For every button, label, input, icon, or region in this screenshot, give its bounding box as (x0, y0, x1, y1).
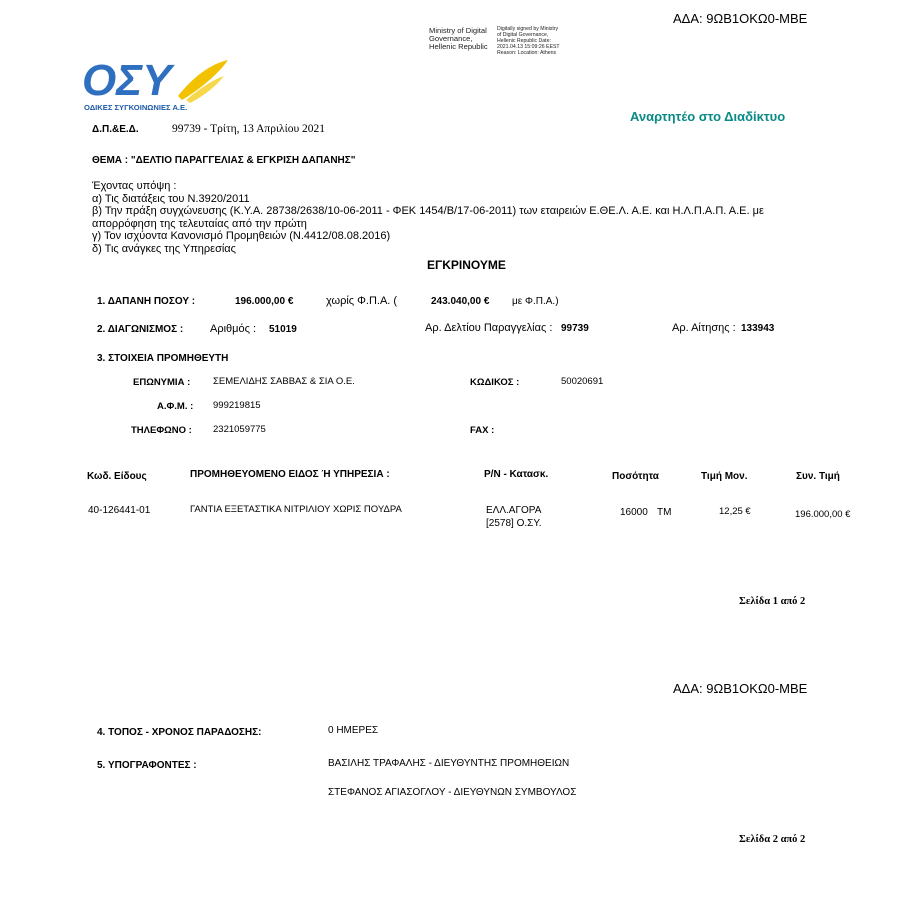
tender-label: 2. ΔΙΑΓΩΝΙΣΜΟΣ : (97, 324, 184, 335)
digital-signature-details: Digitally signed by Ministry of Digital Governance, Hellenic Republic Date: 2021.04.13 15:09:26 EEST Reason: Location: Athens (497, 26, 560, 56)
without-vat-text: χωρίς Φ.Π.Α. ( (326, 295, 398, 307)
logo-letters: ΟΣΥ (82, 56, 172, 105)
signer-2: ΣΤΕΦΑΝΟΣ ΑΓΙΑΣΟΓΛΟΥ - ΔΙΕΥΘΥΝΩΝ ΣΥΜΒΟΥΛΟΣ (328, 787, 577, 798)
request-number-label: Αρ. Αίτησης : (672, 322, 736, 334)
posted-online-label: Αναρτητέο στο Διαδίκτυο (630, 109, 786, 124)
supplier-phone: 2321059775 (213, 424, 266, 435)
consideration-line: α) Τις διατάξεις του Ν.3920/2011 (92, 192, 250, 205)
considerations-block (92, 180, 764, 256)
item-unit-price: 12,25 € (719, 506, 751, 517)
item-description: ΓΑΝΤΙΑ ΕΞΕΤΑΣΤΙΚΑ ΝΙΤΡΙΛΙΟΥ ΧΩΡΙΣ ΠΟΥΔΡΑ (190, 504, 402, 515)
amount-with-vat: 243.040,00 € (431, 296, 490, 307)
signers-label: 5. ΥΠΟΓΡΑΦΟΝΤΕΣ : (97, 760, 197, 771)
item-pn-line1: ΕΛΛ.ΑΓΟΡΑ (486, 505, 542, 516)
page-1-footer: Σελίδα 1 από 2 (739, 596, 806, 607)
page-2-footer: Σελίδα 2 από 2 (739, 834, 806, 845)
expense-amount-label: 1. ΔΑΠΑΝΗ ΠΟΣΟΥ : (97, 296, 196, 307)
column-header-quantity: Ποσότητα (612, 471, 659, 482)
consideration-line: γ) Τον ισχύοντα Κανονισμό Προμηθειών (Ν.4412/08.08.2016) (92, 230, 391, 243)
consideration-line: β) Την πράξη συγχώνευσης (Κ.Υ.Α. 28738/2638/10-06-2011 - ΦΕΚ 1454/Β/17-06-2011) των εταιρειών Ε.ΘΕ.Λ. Α.Ε. και Η.Λ.Π.Α.Π. Α.Ε. με (92, 205, 764, 218)
order-number: 99739 (561, 323, 589, 334)
item-code: 40-126441-01 (88, 505, 151, 516)
item-unit: ΤΜ (657, 507, 672, 518)
supplier-name: ΣΕΜΕΛΙΔΗΣ ΣΑΒΒΑΣ & ΣΙΑ Ο.Ε. (213, 376, 355, 387)
supplier-section-label: 3. ΣΤΟΙΧΕΙΑ ΠΡΟΜΗΘΕΥΤΗ (97, 353, 229, 364)
consideration-line: δ) Τις ανάγκες της Υπηρεσίας (92, 242, 236, 255)
digital-signature-signer (429, 27, 495, 51)
amount-without-vat: 196.000,00 € (235, 296, 294, 307)
supplier-afm: 999219815 (213, 400, 261, 411)
department-label: Δ.Π.&Ε.Δ. (92, 124, 139, 135)
column-header-code: Κωδ. Είδους (87, 471, 147, 482)
signer-line: Hellenic Republic (429, 42, 488, 51)
column-header-description: ΠΡΟΜΗΘΕΥΟΜΕΝΟ ΕΙΔΟΣ Ή ΥΠΗΡΕΣΙΑ : (190, 469, 390, 480)
signer-line: Governance, (429, 34, 473, 43)
consideration-line: απορρόφηση της τελευταίας από την πρώτη (92, 217, 307, 230)
delivery-value: 0 ΗΜΕΡΕΣ (328, 725, 379, 736)
document-number-date: 99739 - Τρίτη, 13 Απριλίου 2021 (172, 123, 326, 135)
signer-1: ΒΑΣΙΛΗΣ ΤΡΑΦΑΛΗΣ - ΔΙΕΥΘΥΝΤΗΣ ΠΡΟΜΗΘΕΙΩΝ (328, 758, 570, 769)
item-quantity: 16000 (620, 507, 648, 518)
delivery-label: 4. ΤΟΠΟΣ - ΧΡΟΝΟΣ ΠΑΡΑΔΟΣΗΣ: (97, 727, 262, 738)
column-header-total: Συν. Τιμή (796, 471, 840, 482)
company-logo (82, 56, 230, 114)
consideration-line: Έχοντας υπόψη : (92, 180, 177, 192)
column-header-pn: P/N - Κατασκ. (484, 469, 549, 480)
supplier-code-label: ΚΩΔΙΚΟΣ : (470, 377, 520, 388)
tender-number: 51019 (269, 324, 297, 335)
supplier-afm-label: Α.Φ.Μ. : (157, 401, 194, 412)
column-header-unit-price: Τιμή Μον. (701, 471, 748, 482)
logo-graphic (82, 56, 230, 114)
item-total: 196.000,00 € (795, 509, 851, 520)
tender-number-label: Αριθμός : (210, 323, 257, 335)
supplier-name-label: ΕΠΩΝΥΜΙΑ : (133, 377, 191, 388)
ada-code: ΑΔΑ: 9ΩΒ1ΟΚΩ0-ΜΒΕ (673, 11, 808, 26)
supplier-fax-label: FAX : (470, 425, 495, 436)
subject-line: ΘΕΜΑ : "ΔΕΛΤΙΟ ΠΑΡΑΓΓΕΛΙΑΣ & ΕΓΚΡΙΣΗ ΔΑΠΑΝΗΣ" (92, 155, 356, 166)
order-number-label: Αρ. Δελτίου Παραγγελίας : (425, 322, 553, 334)
item-pn-line2: [2578] Ο.ΣΥ. (486, 518, 542, 529)
ada-code-page-2: ΑΔΑ: 9ΩΒ1ΟΚΩ0-ΜΒΕ (673, 681, 808, 696)
request-number: 133943 (741, 323, 775, 334)
logo-subtitle: ΟΔΙΚΕΣ ΣΥΓΚΟΙΝΩΝΙΕΣ Α.Ε. (84, 103, 188, 112)
with-vat-text: με Φ.Π.Α.) (512, 296, 559, 307)
supplier-code: 50020691 (561, 376, 604, 387)
supplier-phone-label: ΤΗΛΕΦΩΝΟ : (131, 425, 192, 436)
signer-line: Ministry of Digital (429, 26, 487, 35)
approve-heading: ΕΓΚΡΙΝΟΥΜΕ (427, 258, 506, 272)
